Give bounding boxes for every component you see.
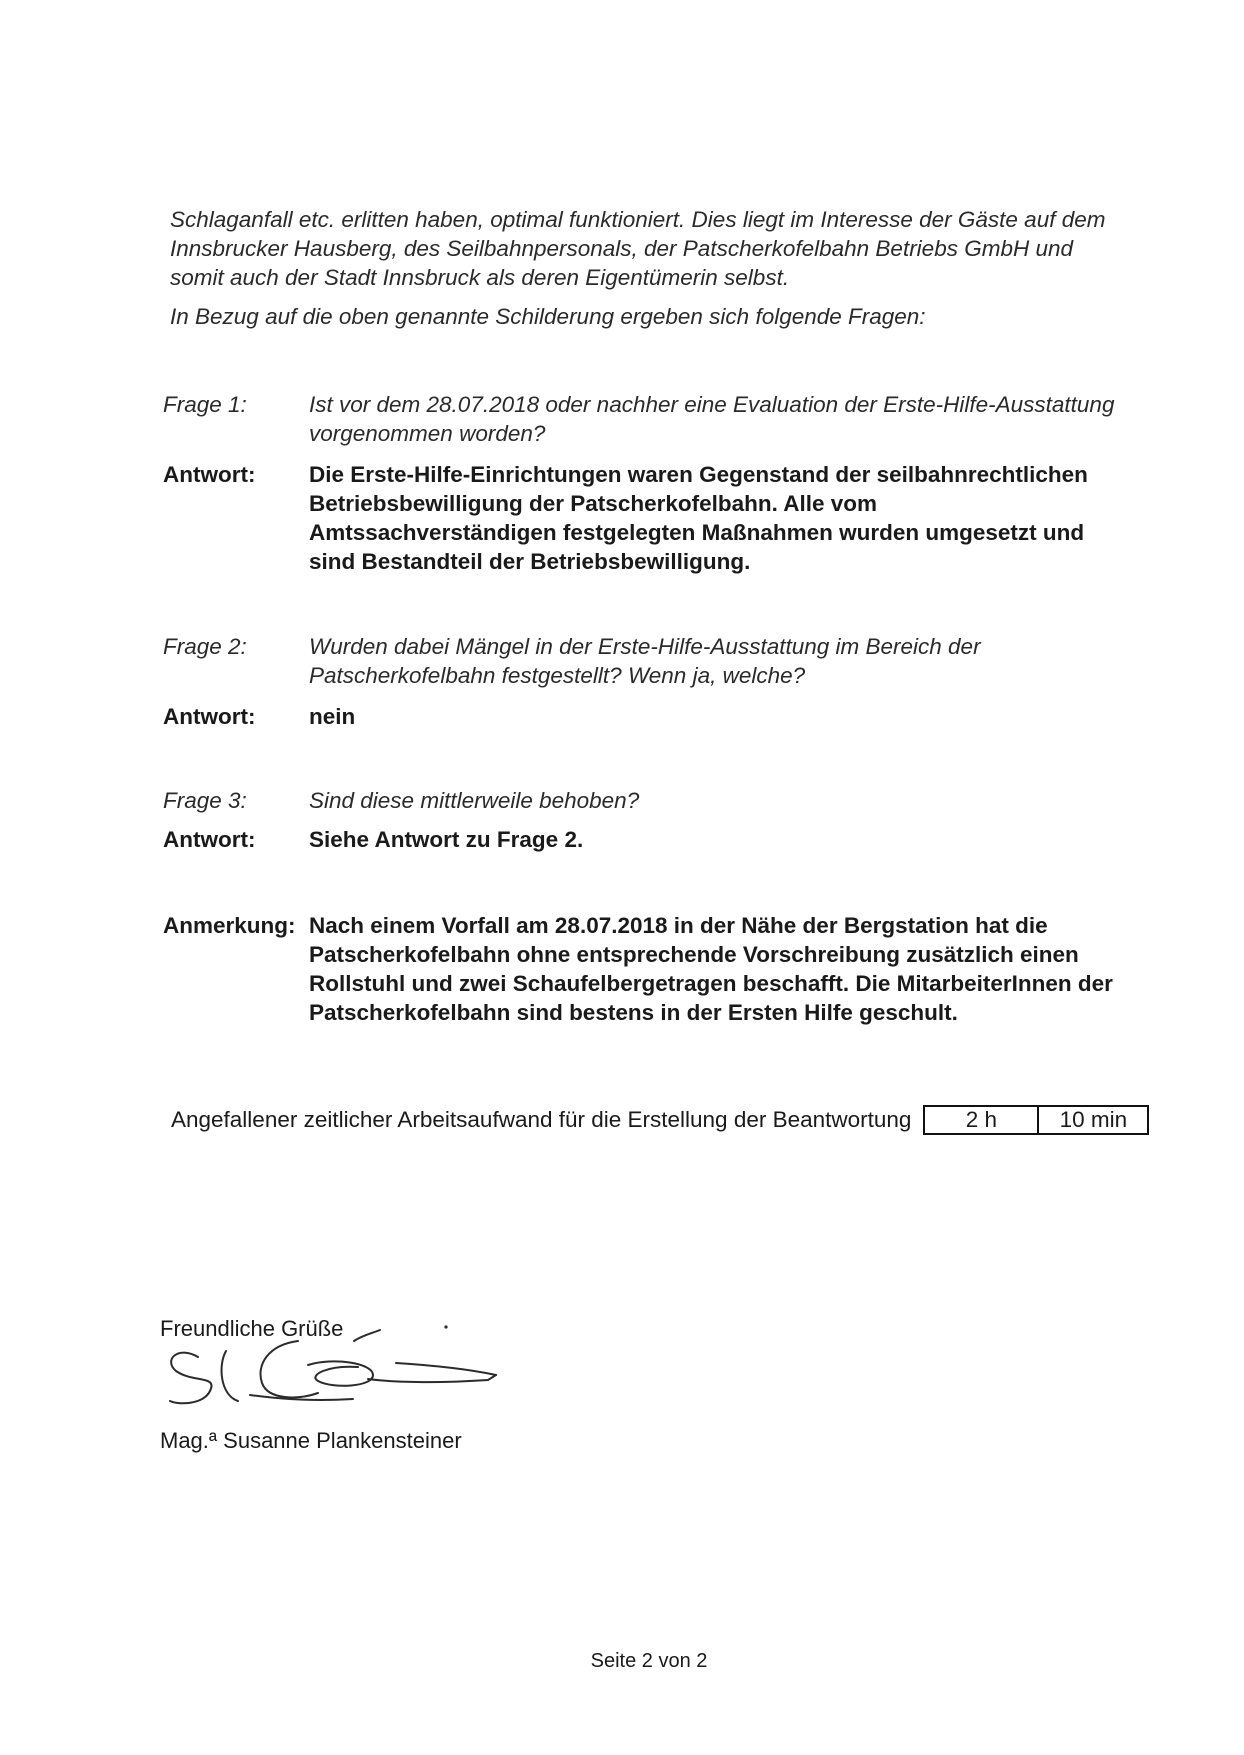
answer-row bbox=[163, 702, 1138, 731]
remark-text: Nach einem Vorfall am 28.07.2018 in der Nähe der Bergstation hat die Patscherkofelbahn ohne entsprechende Vorschreibung zusätzlich einen Rollstuhl und zwei Schaufelbergetragen beschafft. Die MitarbeiterInnen der Patscherkofelbahn sind bestens in der Ersten Hilfe geschult. bbox=[309, 913, 1113, 1025]
question-label: Frage 1: bbox=[163, 392, 247, 417]
signer-name: Mag.ª Susanne Plankensteiner bbox=[160, 1428, 462, 1453]
answer-text: Die Erste-Hilfe-Einrichtungen waren Gegenstand der seilbahnrechtlichen Betriebsbewilligung der Patscherkofelbahn. Alle vom Amtssachverständigen festgelegten Maßnahmen wurden umgesetzt und sind Bestandteil der Betriebsbewilligung. bbox=[309, 462, 1088, 574]
intro-text bbox=[170, 205, 1130, 331]
qa-block-3 bbox=[163, 786, 1138, 854]
effort-hours: 2 h bbox=[925, 1107, 1039, 1133]
remark-label: Anmerkung: bbox=[163, 913, 296, 938]
closing-greeting: Freundliche Grüße bbox=[160, 1316, 344, 1341]
question-row bbox=[163, 390, 1138, 448]
question-label: Frage 2: bbox=[163, 634, 247, 659]
question-row bbox=[163, 632, 1138, 690]
remark-block bbox=[163, 911, 1138, 1027]
effort-minutes: 10 min bbox=[1059, 1107, 1128, 1132]
question-text: Wurden dabei Mängel in der Erste-Hilfe-Ausstattung im Bereich der Patscherkofelbahn festgestellt? Wenn ja, welche? bbox=[309, 634, 981, 688]
intro-question-lead: In Bezug auf die oben genannte Schilderung ergeben sich folgende Fragen: bbox=[170, 304, 926, 329]
signature-image bbox=[158, 1305, 518, 1415]
intro-paragraph: Schlaganfall etc. erlitten haben, optimal funktioniert. Dies liegt im Interesse der Gäste auf dem Innsbrucker Hausberg, des Seilbahnpersonals, der Patscherkofelbahn Betriebs GmbH und somit auch der Stadt Innsbruck als deren Eigentümerin selbst. bbox=[170, 207, 1106, 290]
question-text: Sind diese mittlerweile behoben? bbox=[309, 788, 640, 813]
answer-text: nein bbox=[309, 704, 356, 729]
question-text: Ist vor dem 28.07.2018 oder nachher eine Evaluation der Erste-Hilfe-Ausstattung vorgenommen worden? bbox=[309, 392, 1115, 446]
effort-line bbox=[171, 1105, 1149, 1135]
answer-text: Siehe Antwort zu Frage 2. bbox=[309, 827, 584, 852]
answer-label: Antwort: bbox=[163, 462, 256, 487]
page-footer bbox=[0, 1650, 1244, 1673]
answer-row bbox=[163, 825, 1138, 854]
answer-row bbox=[163, 460, 1138, 576]
question-row bbox=[163, 786, 1138, 815]
remark-row bbox=[163, 911, 1138, 1027]
effort-label: Angefallener zeitlicher Arbeitsaufwand für die Erstellung der Beantwortung bbox=[171, 1107, 912, 1132]
effort-table bbox=[923, 1105, 1149, 1135]
qa-block-1 bbox=[163, 390, 1138, 576]
answer-label: Antwort: bbox=[163, 704, 256, 729]
qa-block-2 bbox=[163, 632, 1138, 731]
answer-label: Antwort: bbox=[163, 827, 256, 852]
question-label: Frage 3: bbox=[163, 788, 247, 813]
page-number: Seite 2 von 2 bbox=[590, 1650, 708, 1672]
